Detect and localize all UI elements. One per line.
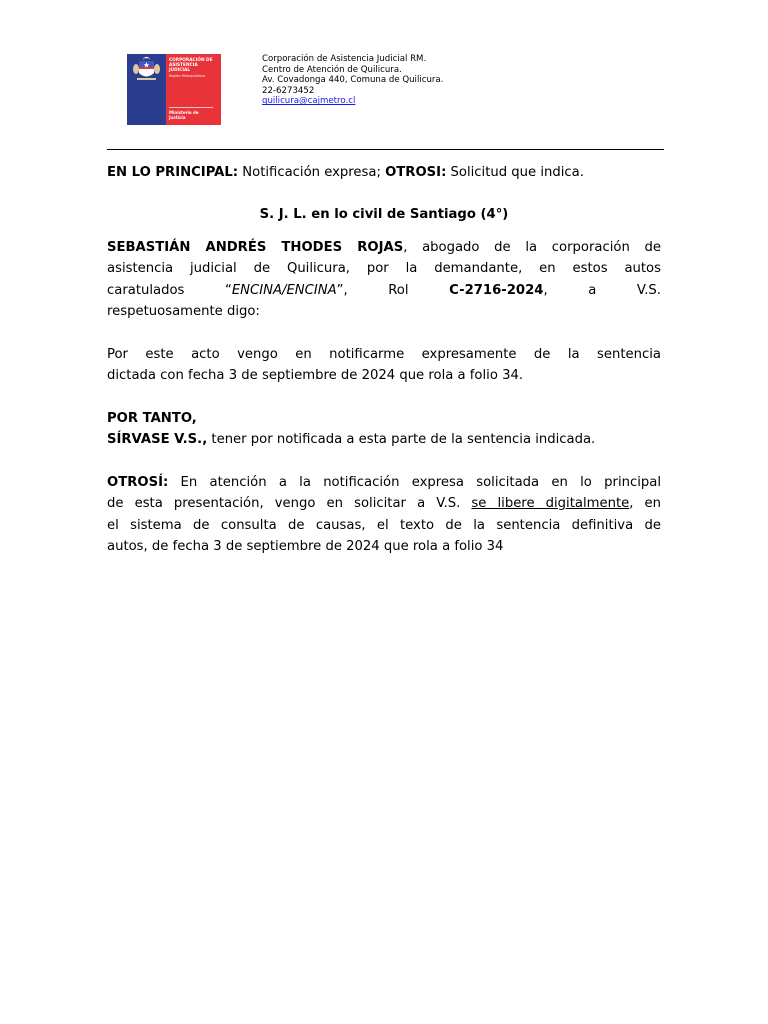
- rol-word: Rol: [388, 282, 409, 298]
- case-open-quote: “: [224, 282, 232, 298]
- intro-line-1: [107, 237, 661, 258]
- chile-coat-of-arms-icon: [129, 56, 164, 84]
- otrosi-line-3: el sistema de consulta de causas, el texto de la sentencia definitiva de: [107, 517, 661, 533]
- court-heading: [107, 204, 661, 225]
- rol-group: [449, 283, 548, 298]
- attorney-name: SEBASTIÁN ANDRÉS THODES ROJAS: [107, 240, 404, 255]
- otrosi-line-1-text: En atención a la notificación expresa solicitada en lo principal: [168, 475, 661, 490]
- por-tanto-block: [107, 408, 677, 451]
- logo-line-3: JUDICIAL: [169, 68, 191, 73]
- court-name: S. J. L. en lo civil de Santiago (4°): [259, 207, 509, 222]
- case-close-quote: ”,: [336, 282, 348, 298]
- por-tanto-label: POR TANTO,: [107, 411, 197, 426]
- sirvase-line: [107, 429, 677, 450]
- notice-paragraph: [107, 344, 661, 387]
- otrosi-label: OTROSÍ:: [107, 475, 169, 490]
- header-email-link[interactable]: quilicura@cajmetro.cl: [262, 96, 356, 107]
- cajmetro-logo: [127, 54, 221, 125]
- header-line-2: Centro de Atención de Quilicura.: [262, 64, 402, 75]
- otrosi-paragraph: [107, 472, 661, 558]
- logo-ministry-line-1: Ministerio de: [169, 110, 199, 115]
- summa-line: [107, 162, 661, 183]
- se-libere-digitalmente: se libere digitalmente: [471, 496, 630, 512]
- logo-ministry-line-2: Justicia: [169, 115, 186, 120]
- notice-line-1: Por este acto vengo en notificarme expresamente de la sentencia: [107, 347, 661, 362]
- rol-number: C-2716-2024: [449, 282, 544, 298]
- summa-principal-label: EN LO PRINCIPAL:: [107, 165, 239, 180]
- otrosi-line-1: [107, 472, 661, 493]
- summa-otrosi-text: Solicitud que indica.: [446, 165, 584, 180]
- intro-line-2: asistencia judicial de Quilicura, por la demandante, en estos autos: [107, 261, 661, 277]
- rol-comma: ,: [543, 282, 548, 298]
- logo-region: Región Metropolitana: [169, 74, 206, 78]
- case-title: [225, 283, 348, 298]
- logo-line-2: ASISTENCIA: [169, 63, 198, 68]
- summa-otrosi-label: OTROSI:: [385, 165, 447, 180]
- logo-ministry: [169, 110, 217, 120]
- summa-principal-text: Notificación expresa;: [238, 165, 386, 180]
- otrosi-line-2: [107, 493, 661, 514]
- otrosi-line-2-pre: de esta presentación, vengo en solicitar a V.S.: [107, 496, 472, 512]
- case-name: ENCINA/ENCINA: [231, 282, 337, 298]
- logo-line-1: CORPORACIÓN DE: [169, 58, 213, 63]
- header-phone: 22-6273452: [262, 85, 315, 96]
- sirvase-label: SÍRVASE V.S.,: [107, 432, 208, 448]
- header-address-block: [262, 54, 443, 107]
- logo-blue-band: [127, 54, 166, 125]
- logo-red-band: [166, 54, 221, 125]
- intro-line-1-text: , abogado de la corporación de: [403, 240, 661, 255]
- vs-word: V.S.: [636, 282, 661, 298]
- logo-divider: [169, 107, 213, 108]
- header-line-1: Corporación de Asistencia Judicial RM.: [262, 54, 427, 64]
- header-divider: [107, 149, 664, 150]
- otrosi-line-2-post: , en: [629, 496, 662, 512]
- otrosi-line-4: autos, de fecha 3 de septiembre de 2024 que rola a folio 34: [107, 539, 504, 555]
- logo-title: [169, 58, 217, 73]
- header-line-3: Av. Covadonga 440, Comuna de Quilicura.: [262, 75, 444, 86]
- sirvase-text: tener por notificada a esta parte de la sentencia indicada.: [207, 432, 596, 448]
- intro-paragraph: [107, 237, 661, 323]
- caratulados-word: caratulados: [107, 282, 185, 298]
- intro-line-4: respetuosamente digo:: [107, 304, 260, 320]
- a-word: a: [588, 282, 597, 298]
- intro-line-3: [107, 280, 661, 301]
- notice-line-2: dictada con fecha 3 de septiembre de 2024 que rola a folio 34.: [107, 368, 524, 384]
